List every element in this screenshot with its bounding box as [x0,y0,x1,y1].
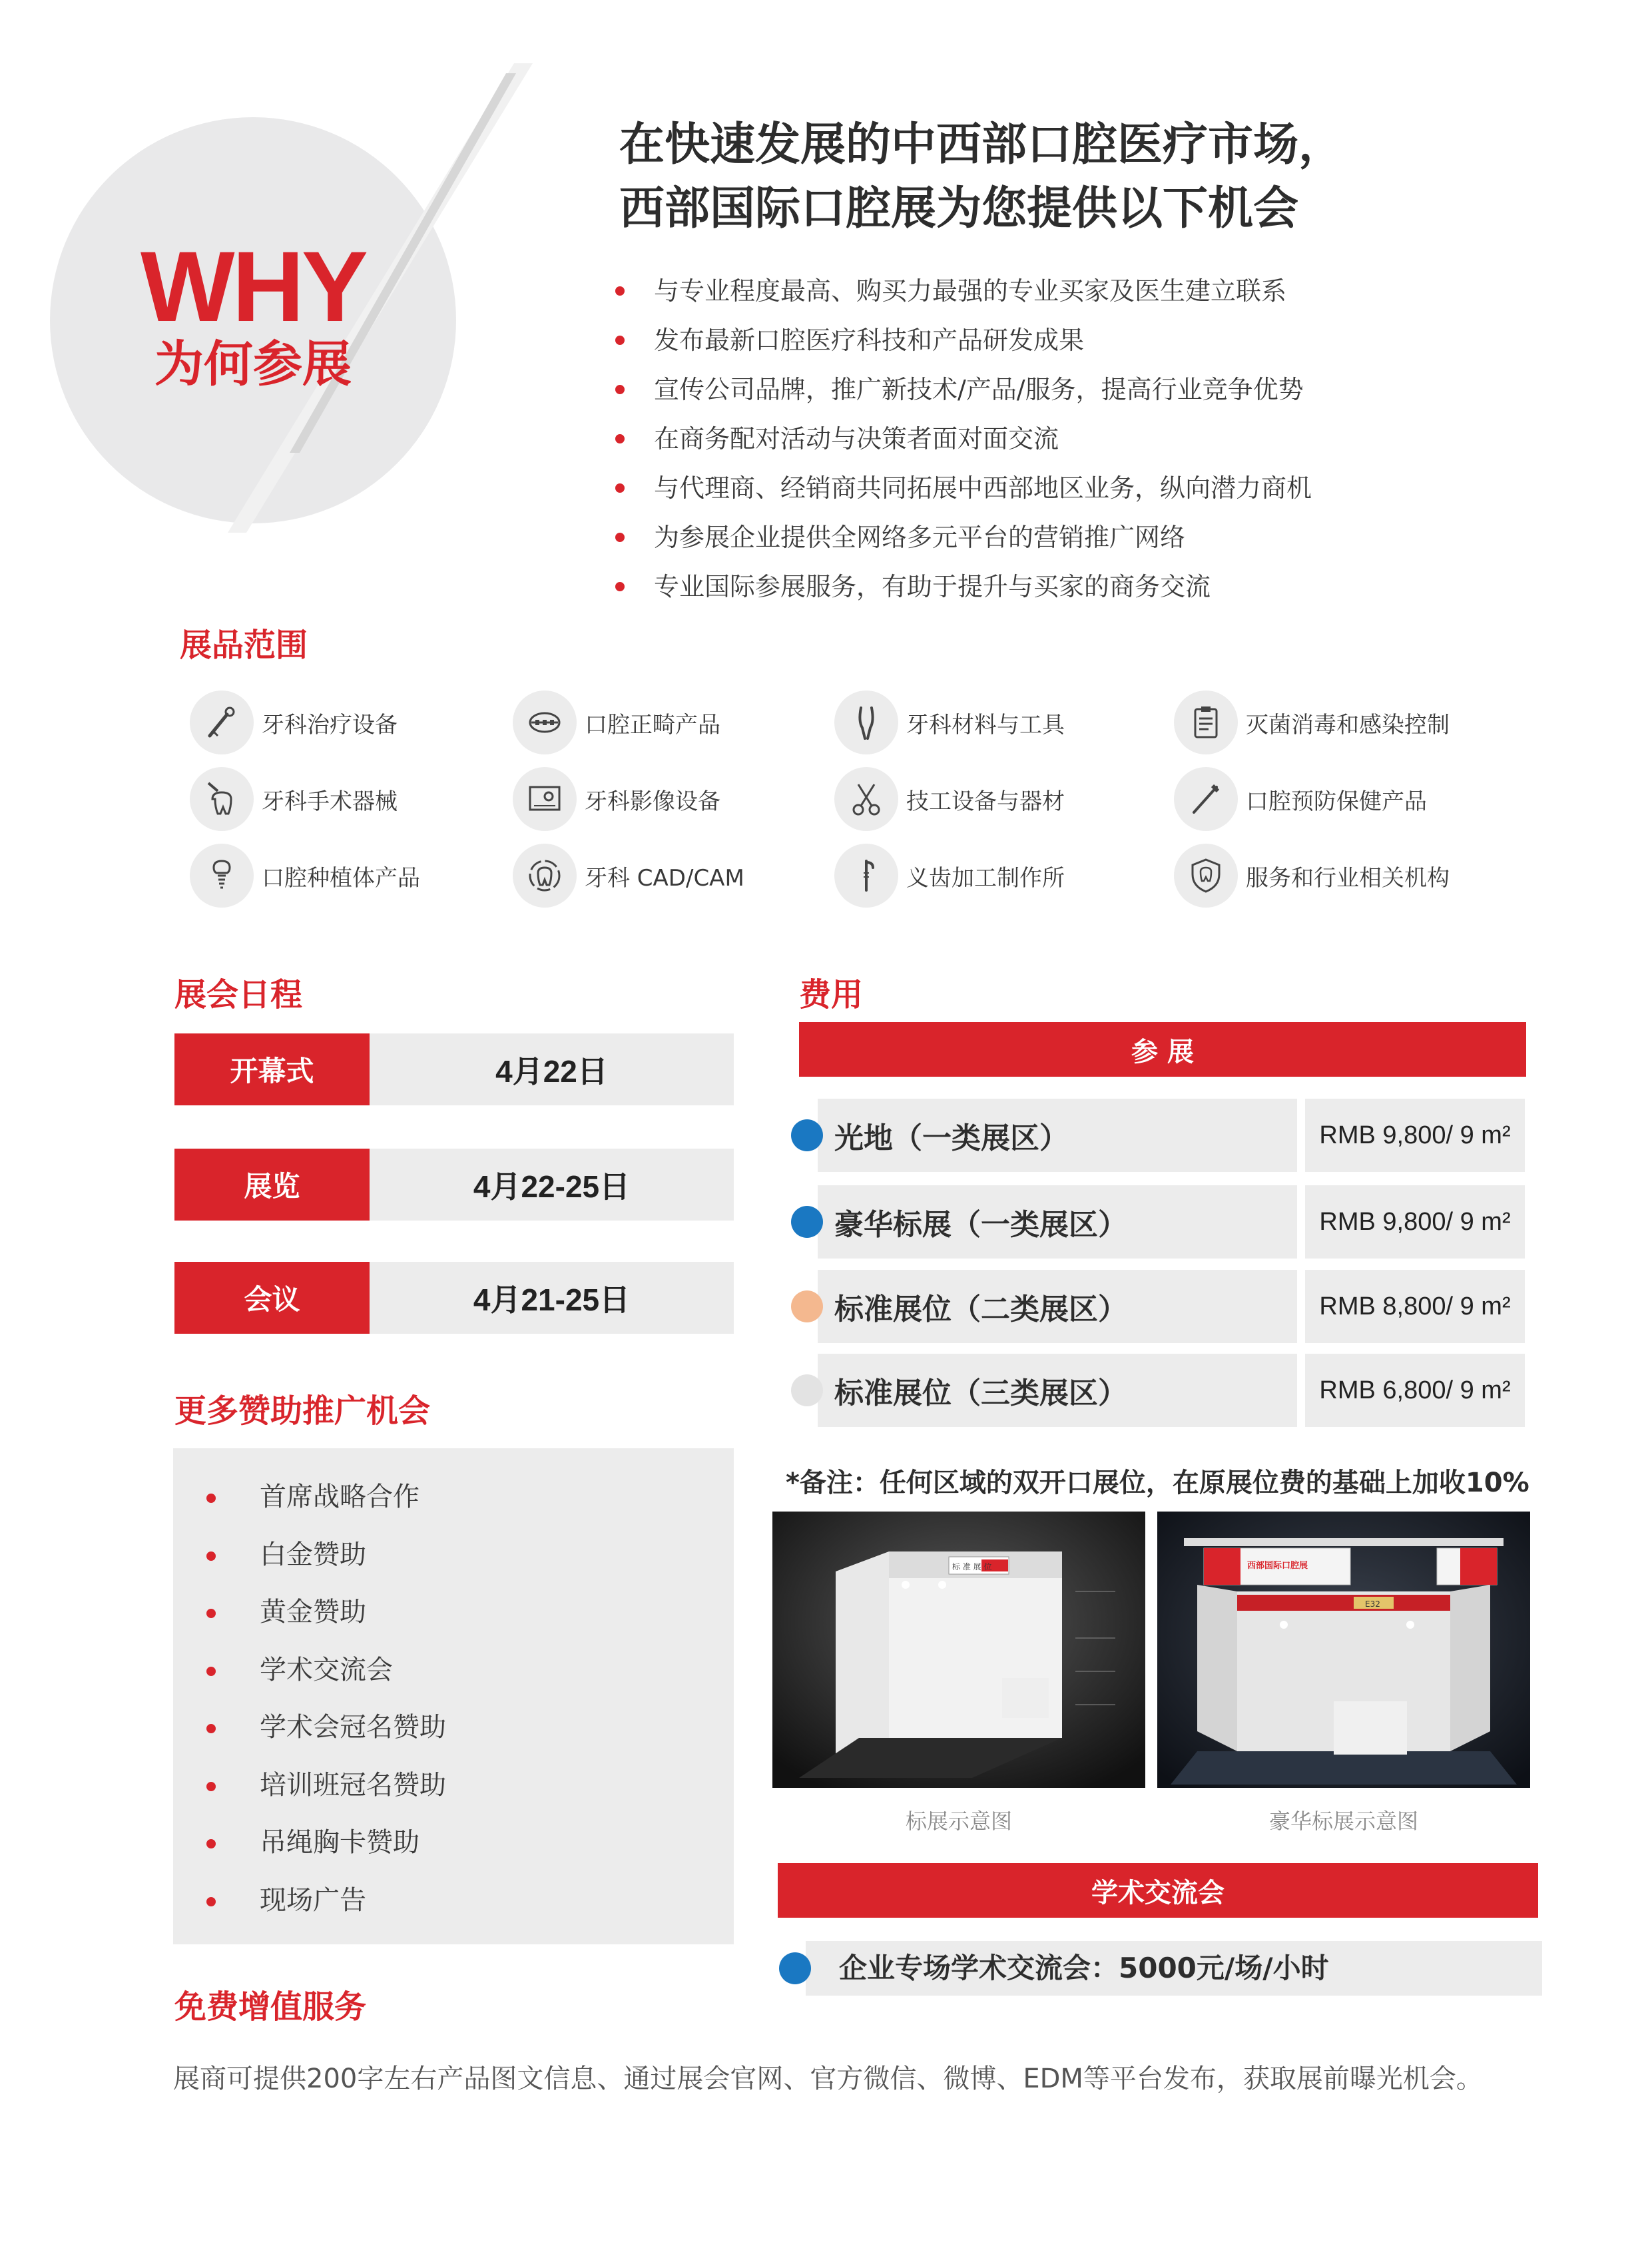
list-item: 学术交流会 [203,1641,446,1699]
fee-price: RMB 6,800/ 9 m² [1305,1354,1525,1427]
toothbrush-icon [1174,767,1238,831]
bullet-dot-icon [615,533,625,542]
braces-icon [513,691,577,754]
bullet-dot-icon [206,1782,216,1791]
fees-title: 费用 [799,976,864,1013]
schedule-value: 4月21-25日 [473,1282,631,1317]
list-item: 学术会冠名赞助 [203,1699,446,1757]
why-title: WHY [140,230,366,342]
zone-color-dot-icon [791,1374,823,1406]
fee-row [791,1354,1525,1427]
product-item: 口腔预防保健产品 [1174,766,1547,832]
why-subtitle: 为何参展 [154,336,352,393]
list-item: 首席战略合作 [203,1468,446,1526]
bullet-dot-icon [615,434,625,443]
free-service-text: 展商可提供200字左右产品图文信息、通过展会官网、官方微信、微博、EDM等平台发布，获取展前曝光机会。 [173,2064,1483,2094]
dental-forceps-icon [834,691,898,754]
academic-header-bar: 学术交流会 [778,1863,1538,1918]
booth-sign-text: E32 [1365,1599,1380,1609]
schedule-key: 会议 [174,1262,370,1334]
fee-price: RMB 8,800/ 9 m² [1305,1270,1525,1343]
schedule-row [174,1149,734,1221]
bullet-dot-icon [206,1494,216,1503]
schedule-key: 展览 [174,1149,370,1221]
bullet-dot-icon [206,1667,216,1676]
bullet-dot-icon [206,1551,216,1561]
schedule-row [174,1262,734,1334]
exhibit-header-bar: 参 展 [799,1022,1526,1077]
luxury-booth-caption: 豪华标展示意图 [1268,1809,1418,1834]
list-item: 专业国际参展服务，有助于提升与买家的商务交流 [606,562,1571,611]
headline-line-1: 在快速发展的中西部口腔医疗市场， [619,119,1344,171]
dental-handpiece-icon [190,691,254,754]
implant-icon [190,844,254,908]
standard-booth-caption: 标展示意图 [905,1809,1012,1834]
booth-sign-text: 标 准 展 位 [952,1562,992,1571]
list-item: 白金赞助 [203,1526,446,1584]
fee-row [791,1099,1525,1172]
headline [619,113,1585,241]
schedule-value: 4月22日 [495,1054,608,1089]
schedule-title: 展会日程 [174,976,303,1013]
list-item: 与专业程度最高、购买力最强的专业买家及医生建立联系 [606,266,1571,316]
list-item: 现场广告 [203,1872,446,1930]
list-item: 与代理商、经销商共同拓展中西部地区业务，纵向潜力商机 [606,463,1571,513]
zone-color-dot-icon [791,1119,823,1151]
bullet-dot-icon [615,336,625,345]
fee-price: RMB 9,800/ 9 m² [1305,1185,1525,1259]
fee-row [791,1185,1525,1259]
benefits-list [606,266,1571,611]
standard-booth-image [772,1512,1145,1788]
product-item: 口腔种植体产品 [190,842,563,909]
product-item: 技工设备与器材 [834,766,1207,832]
bullet-dot-icon [206,1724,216,1733]
list-item: 发布最新口腔医疗科技和产品研发成果 [606,316,1571,365]
bullet-dot-icon [615,582,625,591]
product-item: 牙科影像设备 [513,766,886,832]
free-service-title: 免费增值服务 [174,1988,367,2026]
product-item: 灭菌消毒和感染控制 [1174,689,1547,756]
fee-name: 标准展位（二类展区） [818,1270,1297,1343]
list-item: 黄金赞助 [203,1583,446,1641]
sponsorship-list [203,1468,446,1929]
academic-fee-text: 企业专场学术交流会：5000元/场/小时 [839,1952,1329,1984]
headline-line-2: 西部国际口腔展为您提供以下机会 [619,182,1299,235]
schedule-row [174,1033,734,1105]
product-item: 服务和行业相关机构 [1174,842,1547,909]
bullet-dot-icon [615,286,625,296]
tooth-scan-icon [513,844,577,908]
luxury-booth-image [1157,1512,1530,1788]
fee-name: 标准展位（三类展区） [818,1354,1297,1427]
fee-note: *备注：任何区域的双开口展位，在原展位费的基础上加收10% [786,1468,1529,1498]
scissors-icon [834,767,898,831]
bullet-dot-icon [206,1839,216,1848]
zone-color-dot-icon [791,1206,823,1238]
bullet-dot-icon [615,385,625,394]
schedule-value: 4月22-25日 [473,1169,631,1204]
product-item: 牙科手术器械 [190,766,563,832]
bullet-dot-icon [206,1609,216,1618]
zone-color-dot-icon [791,1290,823,1322]
dental-probe-icon [834,844,898,908]
fee-name: 豪华标展（一类展区） [818,1185,1297,1259]
list-item: 培训班冠名赞助 [203,1757,446,1815]
schedule-key: 开幕式 [174,1033,370,1105]
booth-sign-text: 西部国际口腔展 [1247,1561,1308,1571]
academic-fee-row [779,1941,1542,1996]
products-title: 展品范围 [180,627,308,664]
fee-name: 光地（一类展区） [818,1099,1297,1172]
product-item: 口腔正畸产品 [513,689,886,756]
fee-price: RMB 9,800/ 9 m² [1305,1099,1525,1172]
tooth-drill-icon [190,767,254,831]
fee-row [791,1270,1525,1343]
bullet-dot-icon [615,483,625,493]
sponsorship-title: 更多赞助推广机会 [174,1392,431,1430]
bullet-dot-icon [206,1897,216,1906]
product-item: 牙科治疗设备 [190,689,563,756]
zone-color-dot-icon [779,1952,811,1984]
list-item: 吊绳胸卡赞助 [203,1814,446,1872]
list-item: 为参展企业提供全网络多元平台的营销推广网络 [606,513,1571,562]
tooth-shield-icon [1174,844,1238,908]
product-item: 牙科 CAD/CAM [513,842,886,909]
product-item: 义齿加工制作所 [834,842,1207,909]
list-item: 宣传公司品牌，推广新技术/产品/服务，提高行业竞争优势 [606,365,1571,414]
xray-monitor-icon [513,767,577,831]
list-item: 在商务配对活动与决策者面对面交流 [606,414,1571,463]
product-item: 牙科材料与工具 [834,689,1207,756]
clipboard-icon [1174,691,1238,754]
